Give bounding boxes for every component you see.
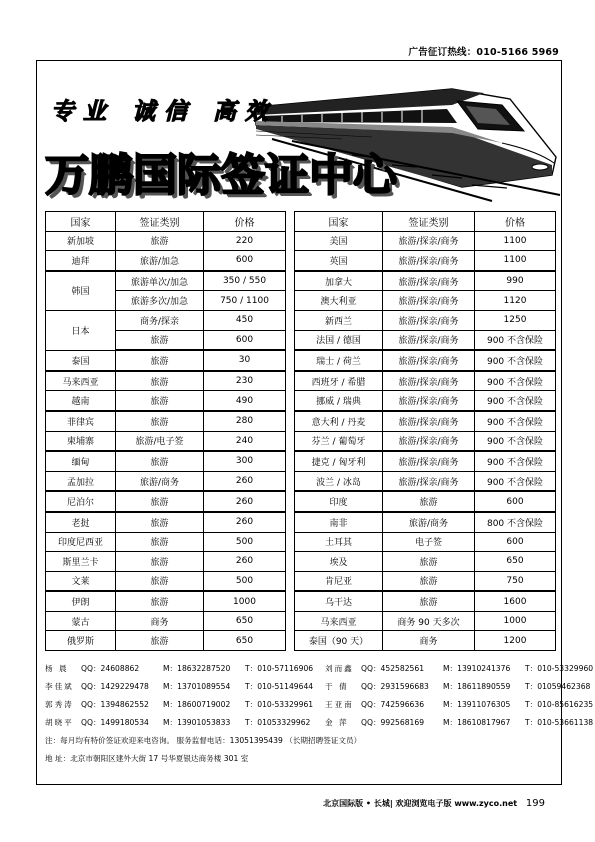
price-cell: 500: [204, 532, 286, 552]
table-row: [46, 271, 556, 291]
price-cell: 450: [204, 310, 286, 330]
contact-qq: QQ：1499180534: [81, 717, 149, 727]
contact-entry: [325, 681, 595, 692]
price-cell: 900 不含保险: [475, 391, 556, 411]
price-cell: 900 不含保险: [475, 451, 556, 471]
contact-mobile: M：18632287520: [163, 663, 231, 673]
price-cell: 1100: [475, 251, 556, 271]
price-cell: 750 / 1100: [204, 291, 286, 311]
price-cell: 490: [204, 391, 286, 411]
country-cell: 印度尼西亚: [46, 532, 116, 552]
visa-type-cell: 旅游: [383, 571, 475, 591]
country-cell: 肯尼亚: [295, 571, 383, 591]
contact-tel: T：01059462368: [525, 681, 591, 691]
visa-type-cell: 旅游/电子签: [116, 431, 204, 451]
header-price: 价格: [204, 212, 286, 232]
country-cell: 日本: [46, 310, 116, 350]
contact-tel: T：010-51149644: [245, 681, 314, 691]
country-cell: 伊朗: [46, 591, 116, 611]
visa-type-cell: 旅游: [116, 411, 204, 431]
visa-type-cell: 旅游/探亲/商务: [383, 371, 475, 391]
country-cell: 意大利 / 丹麦: [295, 411, 383, 431]
price-cell: 600: [204, 251, 286, 271]
country-cell: 尼泊尔: [46, 491, 116, 512]
visa-type-cell: 旅游/探亲/商务: [383, 431, 475, 451]
visa-type-cell: 旅游: [116, 231, 204, 251]
contact-tel: T：010-53329961: [245, 699, 314, 709]
price-cell: 1000: [475, 611, 556, 631]
country-cell: 俄罗斯: [46, 631, 116, 651]
contact-name: 金 萍: [325, 717, 349, 727]
visa-type-cell: 旅游: [383, 491, 475, 512]
table-row: [46, 350, 556, 371]
contact-entry: [45, 699, 325, 710]
header-visa-type: 签证类别: [116, 212, 204, 232]
table-row: [46, 591, 556, 611]
visa-type-cell: 旅游: [116, 330, 204, 350]
price-cell: 260: [204, 491, 286, 512]
country-cell: 马来西亚: [295, 611, 383, 631]
table-header-row: [46, 212, 556, 232]
table-row: [46, 411, 556, 431]
contacts-section: [45, 659, 594, 767]
contact-entry: [45, 717, 325, 728]
visa-type-cell: 旅游多次/加急: [116, 291, 204, 311]
visa-type-cell: 旅游: [383, 552, 475, 572]
price-cell: 900 不含保险: [475, 431, 556, 451]
header-country: 国家: [295, 212, 383, 232]
country-cell: 加拿大: [295, 271, 383, 291]
visa-type-cell: 旅游: [116, 571, 204, 591]
contact-row: [45, 713, 594, 731]
contact-entry: [325, 699, 595, 710]
country-cell: 越南: [46, 391, 116, 411]
country-cell: 南非: [295, 512, 383, 532]
contact-qq: QQ：742596636: [361, 699, 425, 709]
price-cell: 900 不含保险: [475, 350, 556, 371]
banner: [37, 61, 561, 209]
contact-row: [45, 695, 594, 713]
contact-tel: T：010-53661138: [525, 717, 594, 727]
contact-name: 杨 晨: [45, 663, 69, 673]
visa-type-cell: 旅游/商务: [116, 471, 204, 491]
price-cell: 600: [204, 330, 286, 350]
header-visa-type: 签证类别: [383, 212, 475, 232]
visa-type-cell: 旅游: [116, 371, 204, 391]
price-cell: 900 不含保险: [475, 371, 556, 391]
visa-type-cell: 商务: [383, 631, 475, 651]
country-cell: 美国: [295, 231, 383, 251]
contact-entry: [45, 663, 325, 674]
country-cell: 法国 / 德国: [295, 330, 383, 350]
country-cell: 土耳其: [295, 532, 383, 552]
country-cell: 芬兰 / 葡萄牙: [295, 431, 383, 451]
visa-type-cell: 旅游/探亲/商务: [383, 330, 475, 350]
visa-type-cell: 商务 90 天多次: [383, 611, 475, 631]
country-cell: 泰国（90 天）: [295, 631, 383, 651]
contact-qq: QQ：992568169: [361, 717, 425, 727]
country-cell: 乌干达: [295, 591, 383, 611]
contact-qq: QQ：1394862552: [81, 699, 149, 709]
country-cell: 蒙古: [46, 611, 116, 631]
table-row: [46, 251, 556, 271]
visa-type-cell: 旅游: [116, 491, 204, 512]
country-cell: 捷克 / 匈牙利: [295, 451, 383, 471]
contact-name: 李佳斌: [45, 681, 74, 691]
visa-type-cell: 旅游: [116, 631, 204, 651]
contact-tel: T：010-57116906: [245, 663, 314, 673]
country-cell: 西班牙 / 希腊: [295, 371, 383, 391]
visa-type-cell: 旅游/探亲/商务: [383, 411, 475, 431]
visa-type-cell: 商务: [116, 611, 204, 631]
country-cell: 英国: [295, 251, 383, 271]
visa-type-cell: 商务/探亲: [116, 310, 204, 330]
visa-type-cell: 电子签: [383, 532, 475, 552]
price-cell: 300: [204, 451, 286, 471]
contact-qq: QQ：1429229478: [81, 681, 149, 691]
price-cell: 900 不含保险: [475, 330, 556, 350]
page-footer: [323, 798, 545, 809]
notice: 注：每月均有特价签证欢迎来电咨询。 服务监督电话：13051395439 （长期招聘签证文员）: [45, 735, 362, 745]
price-cell: 900 不含保险: [475, 411, 556, 431]
country-cell: 印度: [295, 491, 383, 512]
brand-title: 万鹏国际签证中心: [45, 150, 397, 201]
visa-type-cell: 旅游: [116, 391, 204, 411]
price-cell: 280: [204, 411, 286, 431]
contact-mobile: M：13911076305: [443, 699, 511, 709]
price-cell: 900 不含保险: [475, 471, 556, 491]
ad-frame: [36, 60, 594, 785]
contact-name: 王亚南: [325, 699, 354, 709]
visa-type-cell: 旅游: [383, 591, 475, 611]
table-row: [46, 391, 556, 411]
price-cell: 600: [475, 491, 556, 512]
contact-mobile: M：18611890559: [443, 681, 511, 691]
visa-type-cell: 旅游/探亲/商务: [383, 391, 475, 411]
visa-type-cell: 旅游/商务: [383, 512, 475, 532]
contact-entry: [45, 681, 325, 692]
country-cell: 埃及: [295, 552, 383, 572]
price-cell: 1120: [475, 291, 556, 311]
price-cell: 650: [475, 552, 556, 572]
header-country: 国家: [46, 212, 116, 232]
price-cell: 230: [204, 371, 286, 391]
table-row: [46, 310, 556, 330]
contact-mobile: M：13701089554: [163, 681, 231, 691]
price-cell: 1250: [475, 310, 556, 330]
visa-type-cell: 旅游/探亲/商务: [383, 231, 475, 251]
visa-price-table: [45, 211, 556, 651]
table-row: [46, 631, 556, 651]
price-cell: 500: [204, 571, 286, 591]
visa-type-cell: 旅游/加急: [116, 251, 204, 271]
country-cell: 缅甸: [46, 451, 116, 471]
country-cell: 新加坡: [46, 231, 116, 251]
footer-text: 北京国际版 • 长城| 欢迎浏览电子版 www.zyco.net: [323, 799, 518, 808]
address: 地 址：北京市朝阳区建外大街 17 号华夏银达商务楼 301 室: [45, 753, 249, 763]
country-cell: 马来西亚: [46, 371, 116, 391]
country-cell: 波兰 / 冰岛: [295, 471, 383, 491]
table-row: [46, 330, 556, 350]
price-cell: 1600: [475, 591, 556, 611]
visa-type-cell: 旅游/探亲/商务: [383, 471, 475, 491]
price-cell: 350 / 550: [204, 271, 286, 291]
table-row: [46, 231, 556, 251]
price-cell: 260: [204, 552, 286, 572]
contact-qq: QQ：24608862: [81, 663, 140, 673]
visa-type-cell: 旅游单次/加急: [116, 271, 204, 291]
country-cell: 瑞士 / 荷兰: [295, 350, 383, 371]
header-price: 价格: [475, 212, 556, 232]
price-cell: 750: [475, 571, 556, 591]
visa-type-cell: 旅游/探亲/商务: [383, 291, 475, 311]
price-cell: 650: [204, 631, 286, 651]
contact-name: 于 倩: [325, 681, 349, 691]
page-number: 199: [525, 798, 545, 809]
country-cell: 泰国: [46, 350, 116, 371]
table-row: [46, 512, 556, 532]
price-cell: 650: [204, 611, 286, 631]
price-cell: 1000: [204, 591, 286, 611]
visa-type-cell: 旅游: [116, 512, 204, 532]
table-row: [46, 491, 556, 512]
contact-name: 胡晓平: [45, 717, 74, 727]
price-cell: 220: [204, 231, 286, 251]
table-row: [46, 371, 556, 391]
visa-type-cell: 旅游/探亲/商务: [383, 350, 475, 371]
contact-tel: T：010-85616235: [525, 699, 594, 709]
contact-mobile: M：13910241376: [443, 663, 511, 673]
visa-type-cell: 旅游/探亲/商务: [383, 271, 475, 291]
table-row: [46, 291, 556, 311]
country-cell: 挪威 / 瑞典: [295, 391, 383, 411]
visa-type-cell: 旅游/探亲/商务: [383, 251, 475, 271]
contact-qq: QQ：2931596683: [361, 681, 429, 691]
contact-name: 刘而鑫: [325, 663, 354, 673]
country-cell: 斯里兰卡: [46, 552, 116, 572]
country-cell: 孟加拉: [46, 471, 116, 491]
table-row: [46, 471, 556, 491]
table-row: [46, 532, 556, 552]
contact-entry: [325, 717, 595, 728]
price-cell: 1200: [475, 631, 556, 651]
visa-type-cell: 旅游: [116, 350, 204, 371]
visa-type-cell: 旅游/探亲/商务: [383, 451, 475, 471]
price-cell: 600: [475, 532, 556, 552]
country-cell: 澳大利亚: [295, 291, 383, 311]
price-cell: 1100: [475, 231, 556, 251]
visa-type-cell: 旅游/探亲/商务: [383, 310, 475, 330]
contact-row: [45, 677, 591, 695]
table-row: [46, 451, 556, 471]
contact-qq: QQ：452582561: [361, 663, 425, 673]
table-row: [46, 552, 556, 572]
contact-tel: T：010-53329960: [525, 663, 594, 673]
price-cell: 240: [204, 431, 286, 451]
price-cell: 800 不含保险: [475, 512, 556, 532]
contact-entry: [325, 663, 595, 674]
contact-mobile: M：13901053833: [163, 717, 231, 727]
country-cell: 迪拜: [46, 251, 116, 271]
contact-tel: T：01053329962: [245, 717, 311, 727]
price-cell: 260: [204, 471, 286, 491]
table-row: [46, 431, 556, 451]
contact-row: [45, 659, 594, 677]
price-cell: 990: [475, 271, 556, 291]
visa-type-cell: 旅游: [116, 532, 204, 552]
table-row: [46, 571, 556, 591]
visa-type-cell: 旅游: [116, 451, 204, 471]
contact-mobile: M：18610817967: [443, 717, 511, 727]
visa-type-cell: 旅游: [116, 591, 204, 611]
country-cell: 文莱: [46, 571, 116, 591]
country-cell: 老挝: [46, 512, 116, 532]
ad-hotline: 广告征订热线：010-5166 5969: [408, 47, 559, 58]
country-cell: 韩国: [46, 271, 116, 311]
contact-mobile: M：18600719002: [163, 699, 231, 709]
contact-name: 郭秀涛: [45, 699, 74, 709]
visa-type-cell: 旅游: [116, 552, 204, 572]
table-row: [46, 611, 556, 631]
price-cell: 260: [204, 512, 286, 532]
slogan: 专业 诚信 高效: [51, 98, 278, 125]
country-cell: 菲律宾: [46, 411, 116, 431]
price-cell: 30: [204, 350, 286, 371]
country-cell: 新西兰: [295, 310, 383, 330]
country-cell: 柬埔寨: [46, 431, 116, 451]
